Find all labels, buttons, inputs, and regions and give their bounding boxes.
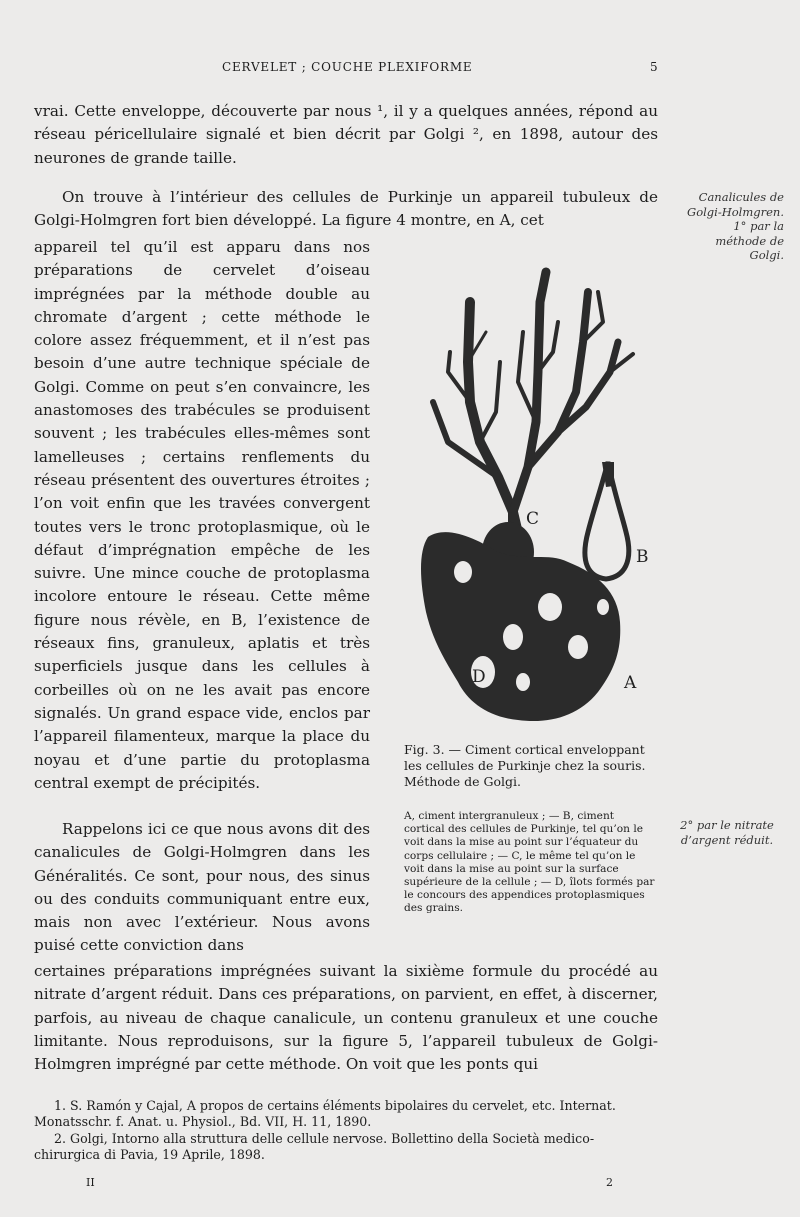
margin-note-golgi-method: Canalicules de Golgi-Holmgren. 1° par la méthode de Golgi. — [687, 190, 784, 262]
signature-mark-right: 2 — [606, 1176, 613, 1189]
paragraph-canalicules-body: certaines préparations imprégnées suivant la sixième formule du procédé au nitrate d’argent réduit. Dans ces préparations, on parvient, en effet, à discerner, parfois, au niveau de chaque canalicule, un contenu granuleux et une couche limitante. Nous reproduisons, sur la figure 5, l’appareil tubuleux de Golgi-Holmgren imprégné par cette méthode. On voit que les ponts qui — [34, 962, 658, 1074]
intergranular-cement-mass — [421, 532, 620, 721]
cortical-cement-outline — [585, 462, 629, 579]
figure-label-c: C — [526, 509, 540, 529]
paragraph-golgi-apparatus-body: appareil tel qu’il est apparu dans nos préparations de cervelet d’oiseau imprégnées par la méthode double au chromate d’argent ; cette méthode le colore assez fréquemment, et il n’est pas besoin d’une autre technique spéciale de Golgi. Comme on peut s’en convaincre, les anastomoses des trabécules se produisent souvent ; les trabécules elles-mêmes sont lamelleuses ; certains renflements du réseau présentent des ouvertures étroites ; l’on voit enfin que les travées convergent toutes vers le tronc protoplasmique, où le défaut d’imprégnation empêche de les suivre. Une mince couche de protoplasma incolore entoure le réseau. Cette même figure nous révèle, en B, l’existence de réseaux fins, granuleux, aplatis et très superficiels jusque dans les cellules à corbeilles où on ne les avait pas encore signalés. Un grand espace vide, enclos par l’appareil filamenteux, marque la place du noyau et d’une partie du protoplasma central exempt de précipités. — [34, 238, 370, 792]
running-head-title: CERVELET ; COUCHE PLEXIFORME — [222, 60, 473, 74]
figure-label-a: A — [624, 673, 637, 693]
figure-caption: Fig. 3. — Ciment cortical enveloppant les cellules de Purkinje chez la souris. Méthode de Golgi. — [404, 742, 646, 789]
signature-mark-left: II — [86, 1176, 95, 1189]
footnote-1: 1. S. Ramón y Cajal, A propos de certains éléments bipolaires du cervelet, etc. Internat. Monatsschr. f. Anat. u. Physiol., Bd. VII, H. 11, 1890. — [34, 1098, 616, 1130]
figure-label-b: B — [636, 547, 649, 567]
page-number: 5 — [650, 60, 659, 74]
paragraph-continuation: vrai. Cette enveloppe, découverte par nous ¹, il y a quelques années, répond au réseau péricellulaire signalé et bien décrit par Golgi ², en 1898, autour des neurones de grande taille. — [34, 102, 658, 167]
footnotes — [34, 1098, 658, 1164]
paragraph-canalicules-intro: Rappelons ici ce que nous avons dit des canalicules de Golgi-Holmgren dans les Généralités. Ce sont, pour nous, des sinus ou des conduits communiquant entre eux, mais non avec l’extérieur. Nous avons puisé cette conviction dans — [34, 820, 370, 955]
cortical-cement-drawing — [408, 262, 658, 732]
margin-note-silver-nitrate: 2° par le nitrate d’argent réduit. — [680, 818, 774, 847]
figure-3-illustration — [408, 262, 658, 732]
figure-label-d: D — [472, 667, 486, 687]
paragraph-golgi-apparatus-intro: On trouve à l’intérieur des cellules de Purkinje un appareil tubuleux de Golgi-Holmgren fort bien développé. La figure 4 montre, en A, cet — [34, 188, 658, 230]
footnote-2: 2. Golgi, Intorno alla struttura delle cellule nervose. Bollettino della Società medico-chirurgica di Pavia, 19 Aprile, 1898. — [34, 1130, 595, 1163]
figure-legend: A, ciment intergranuleux ; — B, ciment cortical des cellules de Purkinje, tel qu’on le voit dans la mise au point sur l’équateur du corps cellulaire ; — C, le même tel qu’on le voit dans la mise au point sur la surface supérieure de la cellule ; — D, îlots formés par le concours des appendices protoplasmiques des grains. — [404, 810, 655, 915]
